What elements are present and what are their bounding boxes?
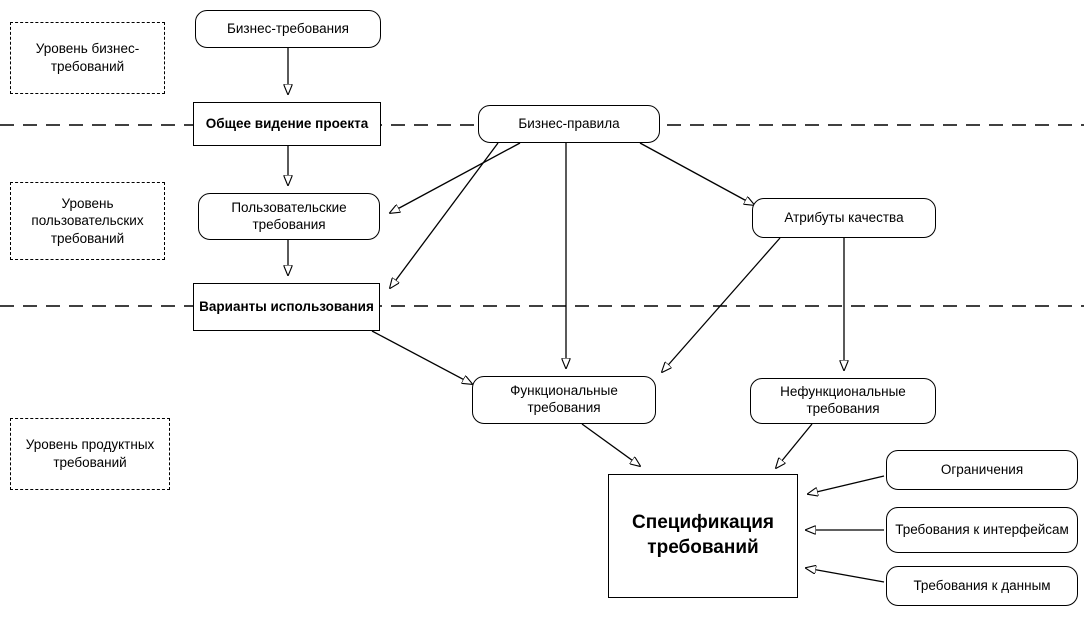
- node-data-requirements[interactable]: [886, 566, 1078, 606]
- node-business-rules[interactable]: [478, 105, 660, 143]
- node-label-constraints: Ограничения: [940, 461, 1024, 477]
- level-label-product: Уровень продуктных требований: [25, 437, 155, 470]
- node-nonfunctional-requirements[interactable]: [750, 378, 936, 424]
- node-label-quality-attributes: Атрибуты качества: [784, 209, 904, 225]
- node-interface-requirements[interactable]: [886, 507, 1078, 553]
- level-box-business: [10, 22, 165, 94]
- node-label-data-requirements: Требования к данным: [913, 577, 1051, 593]
- node-label-functional-requirements: Функциональные требования: [510, 383, 618, 415]
- level-box-user: [10, 182, 165, 260]
- node-constraints[interactable]: [886, 450, 1078, 490]
- node-label-interface-requirements: Требования к интерфейсам: [895, 521, 1069, 537]
- node-label-requirements-specification: Спецификация требований: [632, 512, 774, 558]
- node-requirements-specification[interactable]: [608, 474, 798, 598]
- node-label-use-cases: Варианты использования: [199, 298, 374, 314]
- node-user-requirements[interactable]: [198, 193, 380, 240]
- node-business-requirements[interactable]: [195, 10, 381, 48]
- level-label-business: Уровень бизнес-требований: [35, 41, 140, 74]
- node-label-business-requirements: Бизнес-требования: [227, 20, 349, 36]
- node-label-project-vision: Общее видение проекта: [205, 115, 369, 131]
- node-label-user-requirements: Пользовательские требования: [231, 199, 347, 232]
- level-box-product: [10, 418, 170, 490]
- node-label-nonfunctional-requirements: Нефункциональные требования: [780, 384, 906, 416]
- node-use-cases[interactable]: [193, 283, 380, 331]
- node-quality-attributes[interactable]: [752, 198, 936, 238]
- level-label-user: Уровень пользовательских требований: [31, 195, 144, 246]
- node-project-vision[interactable]: [193, 102, 381, 146]
- node-label-business-rules: Бизнес-правила: [518, 115, 620, 131]
- node-functional-requirements[interactable]: [472, 376, 656, 424]
